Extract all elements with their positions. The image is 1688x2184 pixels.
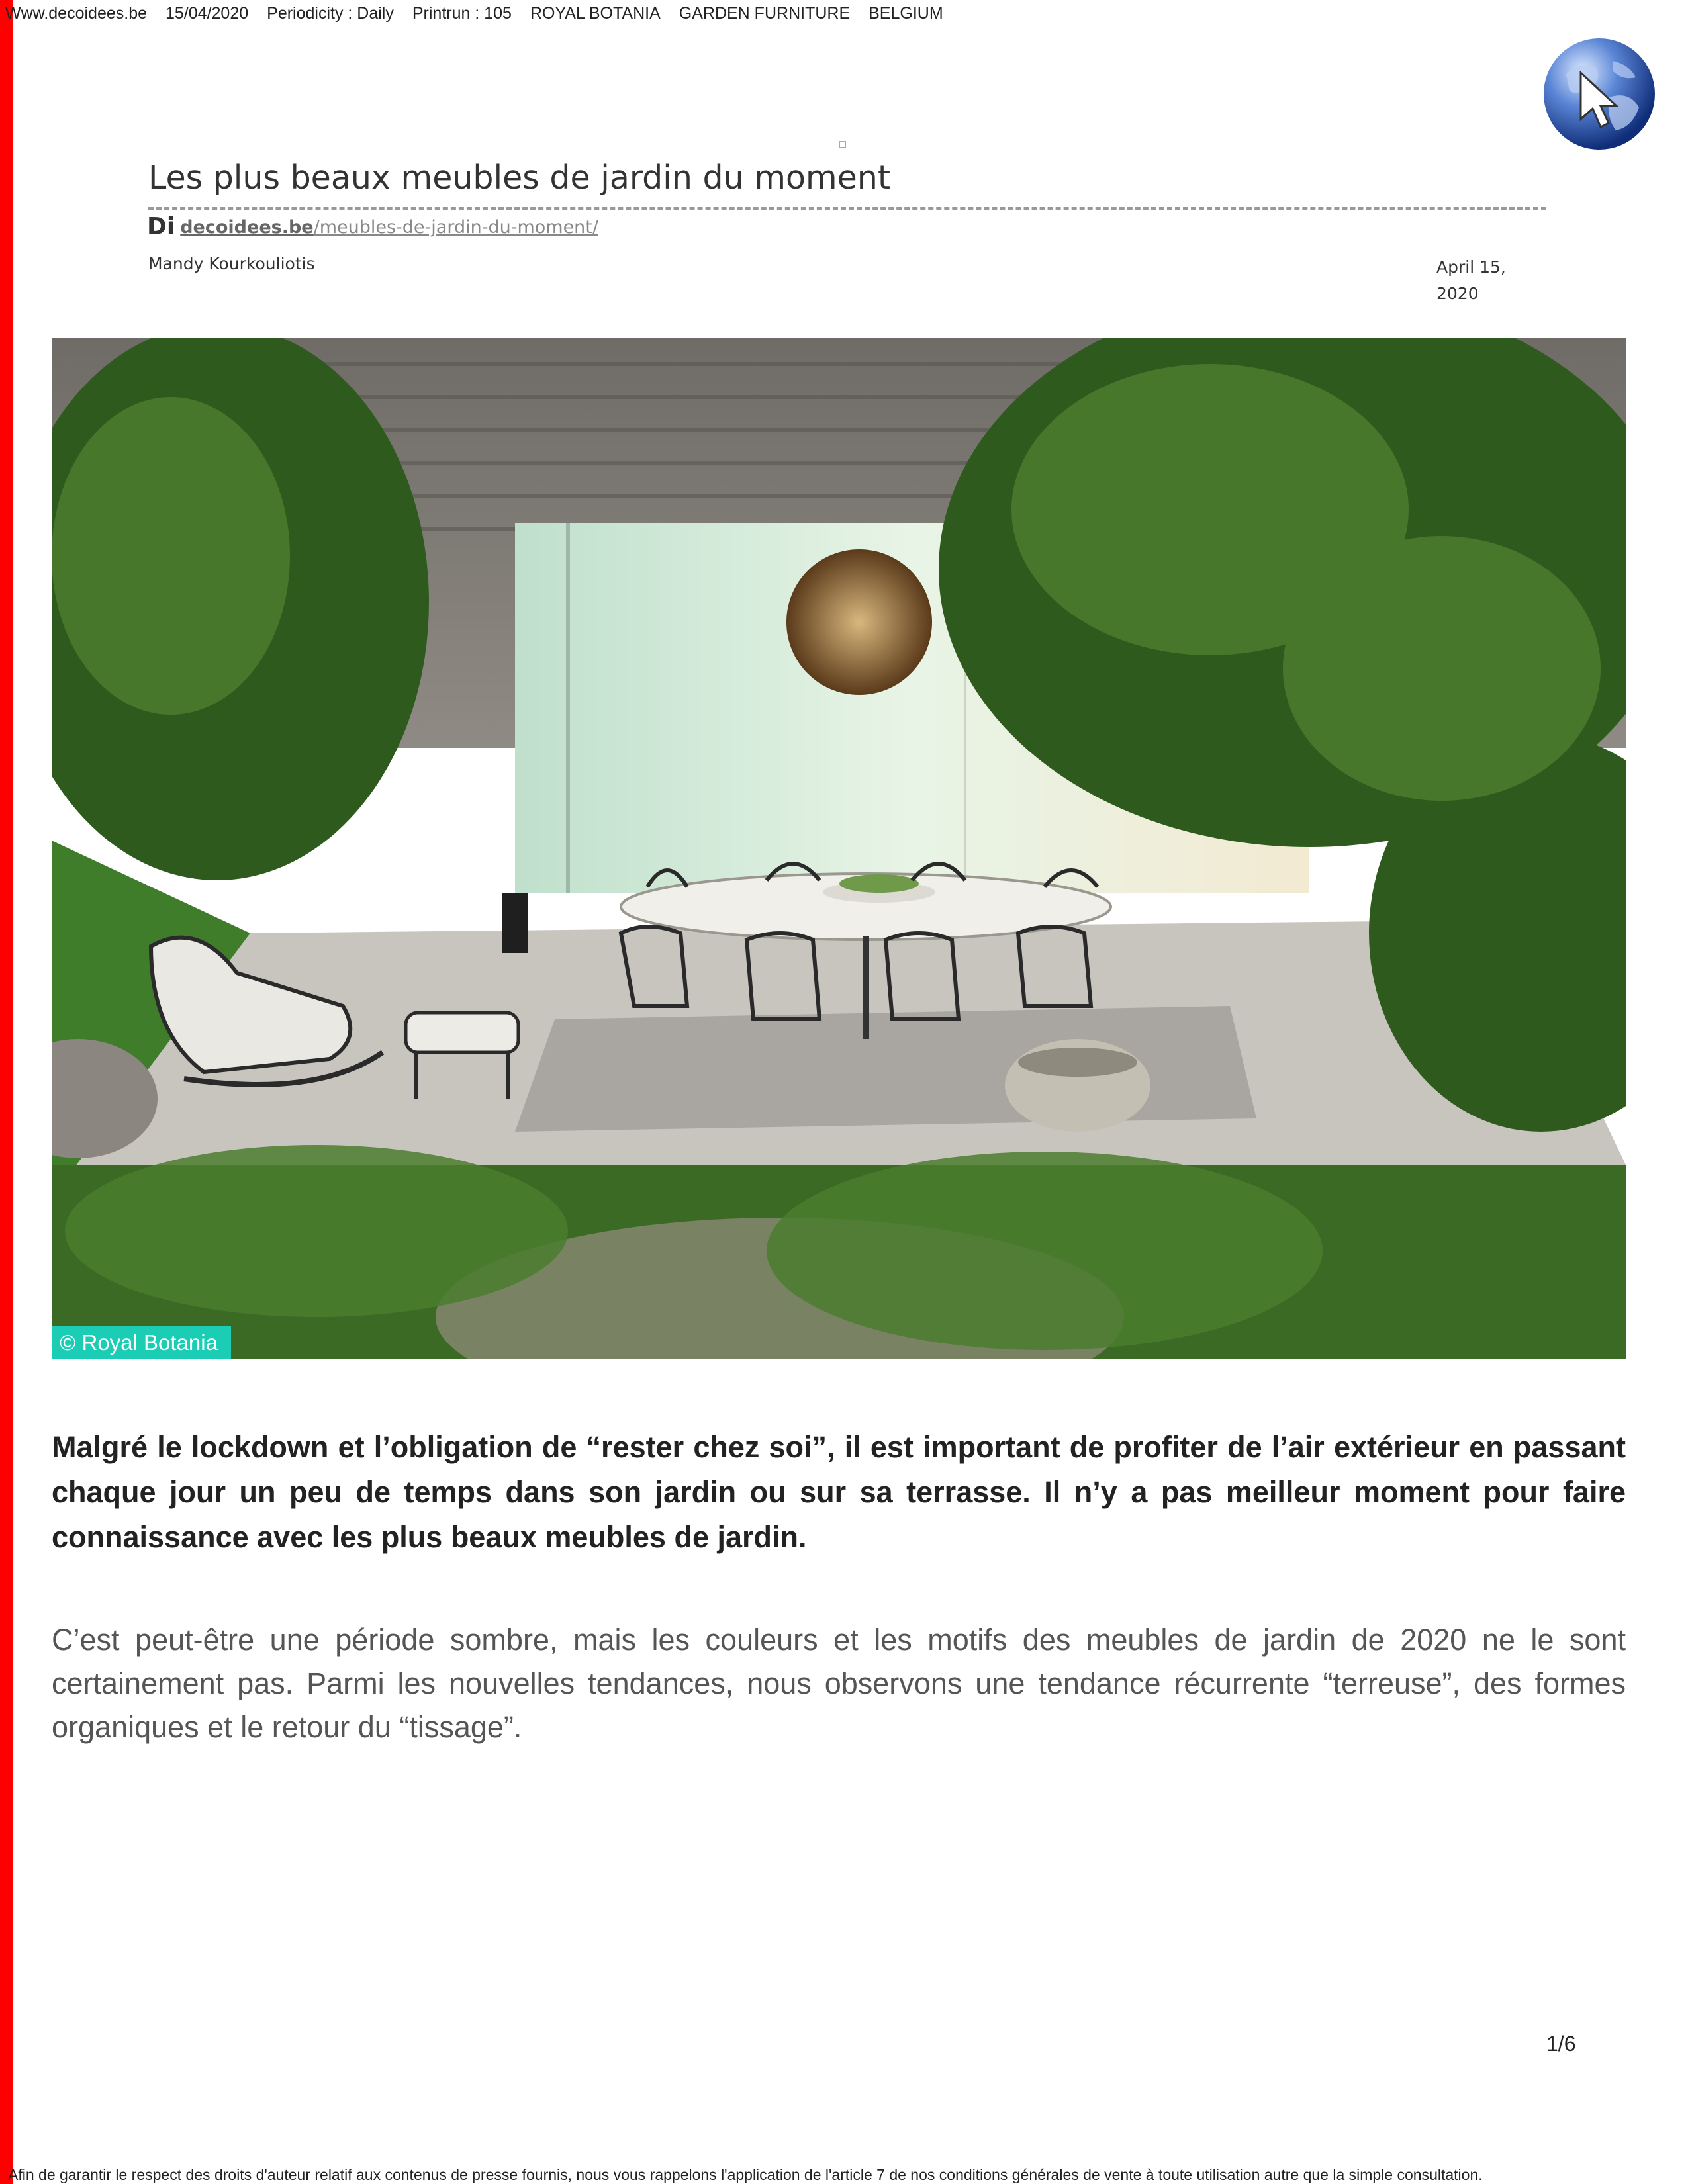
copyright-footer: Afin de garantir le respect des droits d'auteur relatif aux contenus de presse fournis, nous vous rappelons l'application de l'article 7 de nos conditions générales de vente à toute utilisation autre que la simple consultation.	[8, 2166, 1483, 2183]
source-logo: Di	[147, 213, 175, 240]
marker-box	[839, 141, 846, 148]
header-brand: ROYAL BOTANIA	[530, 4, 661, 23]
header-category: GARDEN FURNITURE	[679, 4, 851, 23]
globe-cursor-icon	[1540, 34, 1659, 154]
header-country: BELGIUM	[868, 4, 943, 23]
article-date: April 15, 2020	[1436, 257, 1506, 303]
garden-terrace-illustration	[52, 338, 1626, 1359]
article-photo	[52, 338, 1626, 1359]
left-red-bar	[0, 0, 13, 2184]
title-divider	[148, 207, 1546, 210]
article-author: Mandy Kourkouliotis	[148, 254, 315, 273]
header-date: 15/04/2020	[165, 4, 249, 23]
article-source	[147, 213, 598, 240]
press-header	[5, 4, 962, 23]
source-path-link[interactable]: /meubles-de-jardin-du-moment/	[313, 217, 598, 238]
photo-credit-badge: © Royal Botania	[52, 1326, 231, 1359]
header-site: Www.decoidees.be	[5, 4, 148, 23]
article-lead: Malgré le lockdown et l’obligation de “rester chez soi”, il est important de profiter de l’air extérieur en passant chaque jour un peu de temps dans son jardin ou sur sa terrasse. Il n’y a pas meilleur moment pour faire connaissance avec les plus beaux meubles de jardin.	[52, 1430, 1626, 1554]
header-periodicity: Periodicity : Daily	[267, 4, 394, 23]
source-domain-link[interactable]: decoidees.be	[180, 217, 314, 238]
article-body: C’est peut-être une période sombre, mais les couleurs et les motifs des meubles de jardin de 2020 ne le sont certainement pas. Parmi les nouvelles tendances, nous observons une tendance récurrente “terreuse”, des formes organiques et le retour du “tissage”.	[52, 1623, 1626, 1744]
header-printrun: Printrun : 105	[412, 4, 512, 23]
page-number: 1/6	[1546, 2032, 1576, 2056]
article-title: Les plus beaux meubles de jardin du moment	[148, 159, 891, 197]
